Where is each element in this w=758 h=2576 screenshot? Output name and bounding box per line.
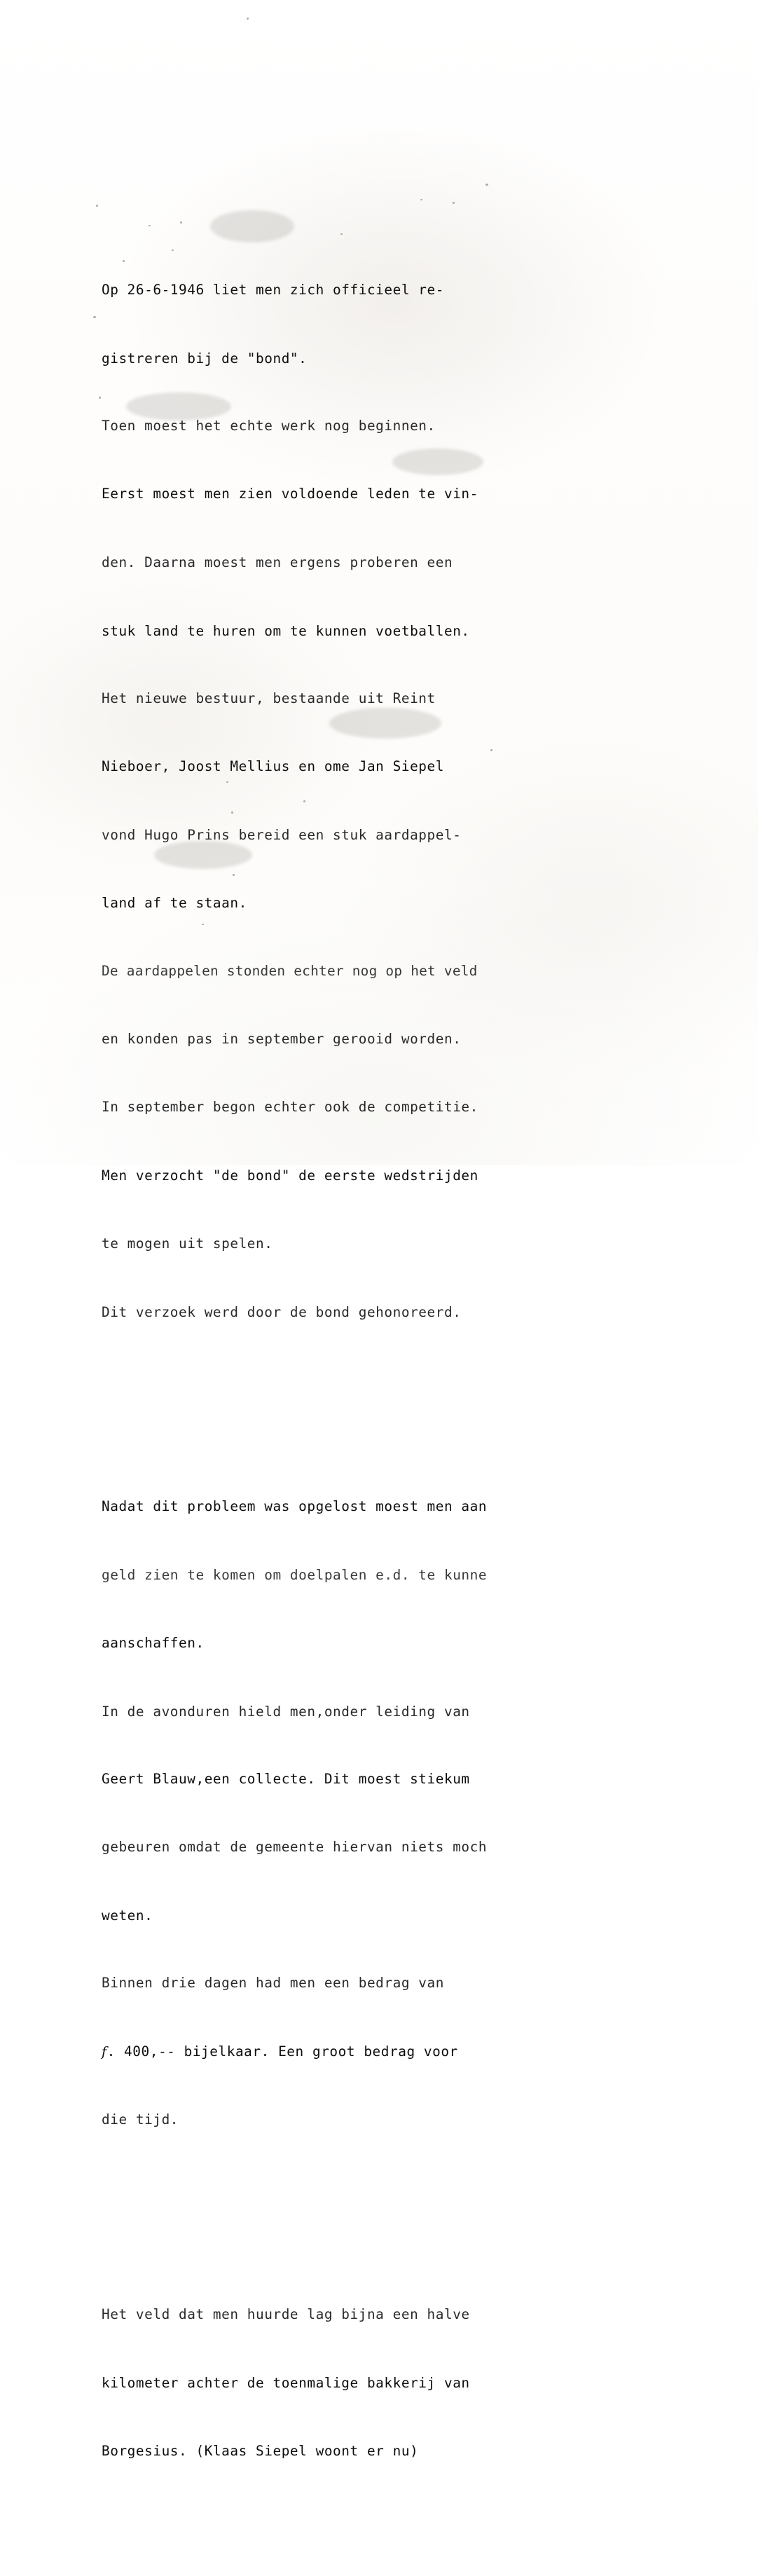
paragraph-1 [102, 233, 565, 1369]
text-line: Borgesius. (Klaas Siepel woont er nu) [102, 2442, 419, 2459]
text-line: weten. [102, 1907, 153, 1924]
text-line: Nieboer, Joost Mellius en ome Jan Siepel [102, 758, 444, 775]
scan-speck [99, 397, 101, 399]
text-line: Op 26-6-1946 liet men zich officieel re- [102, 282, 444, 299]
scan-speck [93, 316, 96, 318]
text-line-currency [102, 2041, 565, 2063]
text-line: In september begon echter ook de competitie. [102, 1098, 478, 1115]
document-body [102, 165, 565, 2576]
florin-symbol: f [102, 2043, 107, 2060]
text-line: Nadat dit probleem was opgelost moest men aan [102, 1498, 488, 1515]
text-line: In de avonduren hield men,onder leiding van [102, 1703, 470, 1720]
text-line: geld zien te komen om doelpalen e.d. te kunne [102, 1566, 488, 1583]
paragraph-2 [102, 1451, 565, 2177]
text-line: en konden pas in september gerooid worden. [102, 1031, 462, 1048]
text-line: gistreren bij de "bond". [102, 350, 308, 366]
text-line: den. Daarna moest men ergens proberen een [102, 554, 453, 570]
text-line: gebeuren omdat de gemeente hiervan niets moch [102, 1839, 488, 1856]
text-line: stuk land te huren om te kunnen voetballen. [102, 622, 470, 639]
text-line: kilometer achter de toenmalige bakkerij van [102, 2375, 470, 2392]
text-line: Dit verzoek werd door de bond gehonoreerd. [102, 1303, 462, 1320]
text-line: De aardappelen stonden echter nog op het veld [102, 963, 478, 980]
scan-speck [96, 205, 98, 207]
text-line: Eerst moest men zien voldoende leden te vin- [102, 485, 478, 502]
text-line: Het nieuwe bestuur, bestaande uit Reint [102, 690, 436, 707]
text-line: Geert Blauw,een collecte. Dit moest stiekum [102, 1771, 470, 1788]
text-line: die tijd. [102, 2111, 179, 2128]
text-line: Men verzocht "de bond" de eerste wedstrijden [102, 1167, 478, 1184]
text-line: Het veld dat men huurde lag bijna een halve [102, 2306, 470, 2323]
text-line: land af te staan. [102, 894, 247, 911]
text-line: aanschaffen. [102, 1634, 205, 1651]
paragraph-3 [102, 2259, 565, 2508]
text-line: vond Hugo Prins bereid een stuk aardappel- [102, 827, 462, 844]
scan-speck [247, 18, 249, 20]
text-line: te mogen uit spelen. [102, 1235, 273, 1252]
currency-line-rest: . 400,-- bijelkaar. Een groot bedrag voor [106, 2043, 458, 2060]
text-line: Binnen drie dagen had men een bedrag van [102, 1974, 444, 1991]
text-line: Toen moest het echte werk nog beginnen. [102, 418, 436, 434]
